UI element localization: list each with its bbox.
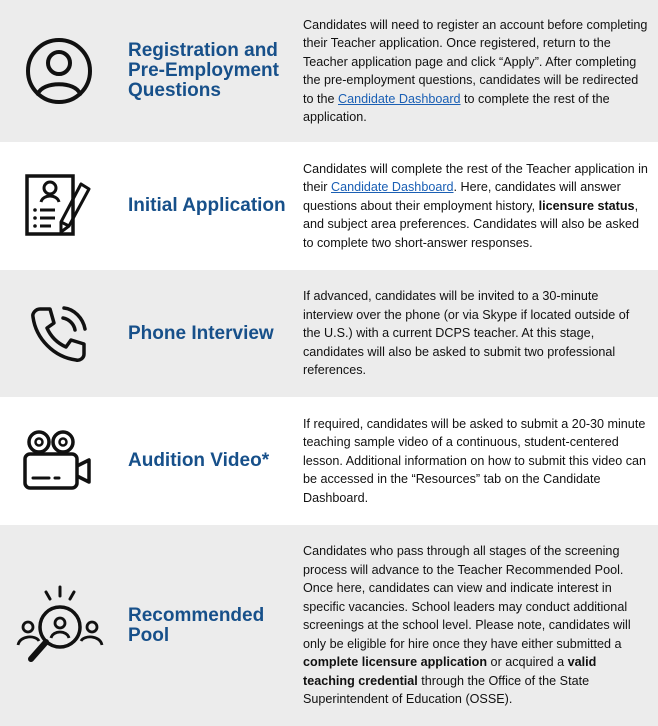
step-description-cell: [293, 542, 658, 709]
desc-bold-text: licensure status: [538, 198, 635, 213]
desc-bold-text: complete licensure application: [303, 655, 488, 670]
step-description-cell: [293, 415, 658, 508]
step-icon-cell: [0, 36, 118, 106]
magnifier-people-icon: [13, 583, 105, 669]
step-description-cell: [293, 287, 658, 380]
desc-bold-text: valid teaching credential: [303, 655, 597, 688]
application-form-icon: [21, 170, 97, 242]
desc-text: to complete the rest of the application.: [303, 91, 610, 124]
step-description: If advanced, candidates will be invited to a 30-minute interview over the phone (or via Skype if located outside of the U.S.) with a current DCPS teacher. At this stage, candidates will also be asked to submit two professional references.: [303, 289, 630, 378]
step-title-cell: [118, 451, 293, 471]
step-icon-cell: [0, 301, 118, 367]
desc-text: or acquired a: [487, 655, 568, 670]
video-camera-icon: [19, 428, 99, 494]
phone-icon: [26, 301, 92, 367]
step-title: Audition Video*: [128, 450, 270, 471]
step-registration: [0, 0, 658, 142]
candidate-dashboard-link[interactable]: Candidate Dashboard: [338, 91, 461, 106]
step-description-cell: [293, 160, 658, 253]
step-title: Initial Application: [128, 195, 286, 216]
desc-text: Candidates will complete the rest of the Teacher application in their: [303, 161, 648, 195]
step-description: If required, candidates will be asked to submit a 20-30 minute teaching sample video of a continuous, student-centered lesson. Additional information on how to submit this video can be accessed in the “Resources” tab on the Candidate Dashboard.: [303, 416, 647, 505]
step-recommended-pool: [0, 525, 658, 726]
step-title: Recommended Pool: [128, 604, 265, 646]
step-icon-cell: [0, 428, 118, 494]
desc-text: through the Office of the State Superintendent of Education (OSSE).: [303, 673, 590, 707]
step-icon-cell: [0, 170, 118, 242]
desc-text: . Here, candidates will answer questions about their employment history,: [303, 180, 621, 213]
step-phone-interview: [0, 270, 658, 397]
step-title-cell: [118, 196, 293, 216]
step-description: [303, 160, 650, 253]
step-initial-application: [0, 142, 658, 270]
step-title-cell: [118, 324, 293, 344]
step-audition-video: [0, 397, 658, 525]
step-title: Phone Interview: [128, 322, 274, 344]
step-description: [303, 542, 650, 709]
desc-text: Candidates will need to register an account before completing their Teacher application. Once registered, return to the Teacher application page and click “Apply”. After completing the pre-employment questions, candidates will be redirected to the: [303, 17, 648, 106]
step-description-cell: [293, 16, 658, 127]
user-circle-icon: [24, 36, 94, 106]
step-description: [303, 16, 650, 127]
desc-text: Candidates who pass through all stages of the screening process will advance to the Teacher Recommended Pool. Once here, candidates can view and indicate interest in specific vacancies. School leaders may conduct additional screenings at the school level. Please note, candidates will only be eligible for hire once they have either submitted a: [303, 544, 631, 651]
desc-text: , and subject area preferences. Candidates will also be asked to complete two short-answer responses.: [303, 198, 640, 250]
candidate-dashboard-link[interactable]: Candidate Dashboard: [331, 180, 454, 195]
step-title: Registration and Pre-Employment Questions: [128, 40, 279, 101]
step-title-cell: [118, 41, 293, 101]
step-icon-cell: [0, 583, 118, 669]
step-title-cell: [118, 606, 293, 646]
